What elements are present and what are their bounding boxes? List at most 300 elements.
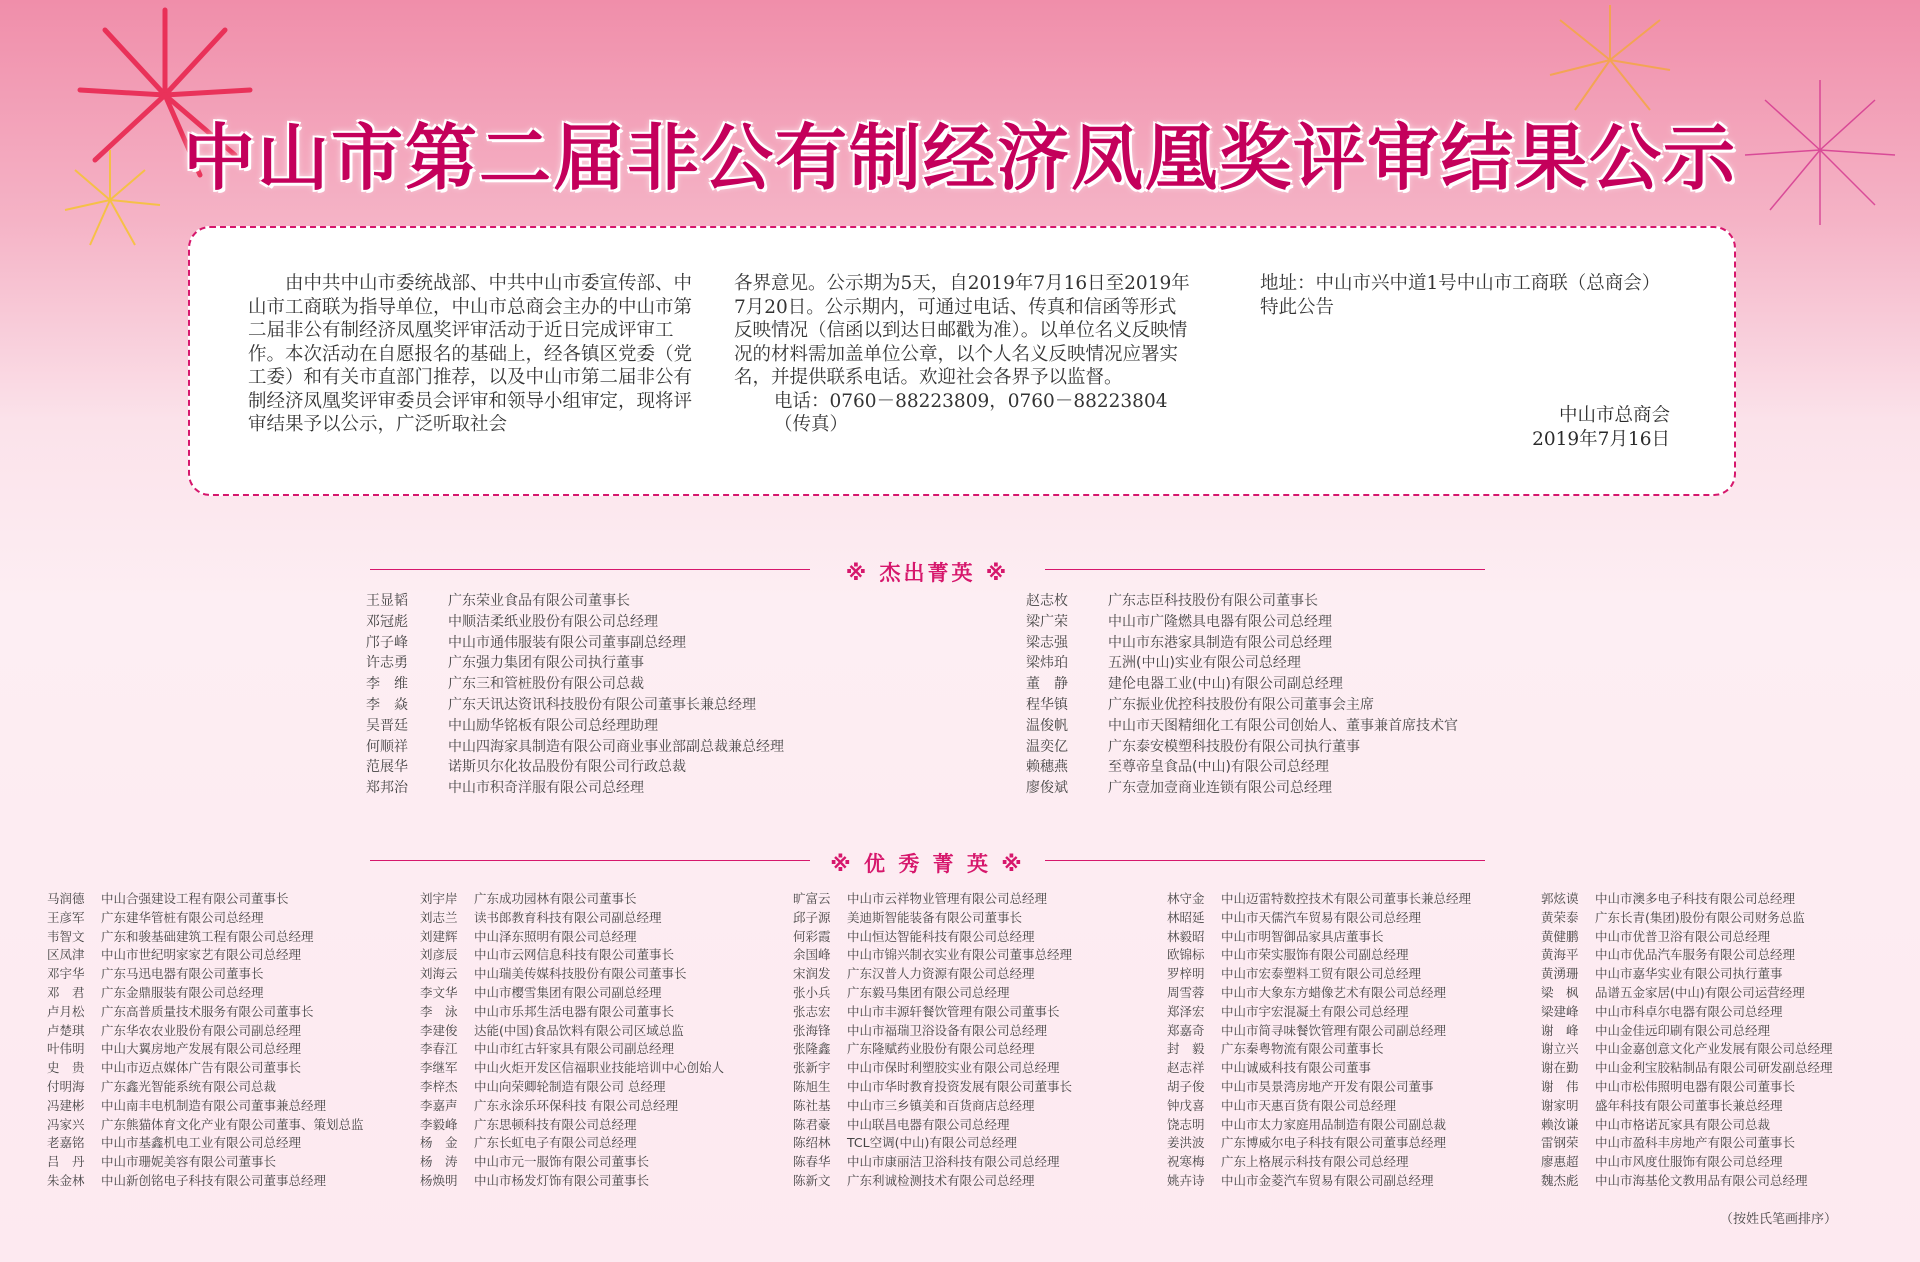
person-name: 李 焱 bbox=[366, 696, 408, 713]
person-position: 广东强力集团有限公司执行董事 bbox=[448, 655, 644, 672]
person-name: 陈新文 bbox=[793, 1172, 831, 1188]
person-position: 中山市格诺瓦家具有限公司总裁 bbox=[1595, 1116, 1771, 1132]
list-item bbox=[793, 1097, 1163, 1116]
list-item bbox=[1167, 1040, 1537, 1059]
list-item bbox=[1167, 946, 1537, 965]
person-name: 魏杰彪 bbox=[1541, 1172, 1579, 1188]
list-item bbox=[1026, 695, 1626, 716]
person-position: 广东毅马集团有限公司总经理 bbox=[847, 984, 1010, 1000]
signature-block bbox=[1532, 404, 1670, 451]
person-position: 广东隆赋药业股份有限公司总经理 bbox=[847, 1041, 1035, 1057]
person-position: 中山市乐邦生活电器有限公司董事长 bbox=[474, 1003, 675, 1019]
person-name: 张志宏 bbox=[793, 1003, 831, 1019]
list-item bbox=[420, 1040, 790, 1059]
person-name: 张海锋 bbox=[793, 1022, 831, 1038]
person-name: 邓冠彪 bbox=[366, 613, 408, 630]
list-item bbox=[47, 1040, 417, 1059]
person-name: 余国峰 bbox=[793, 947, 831, 963]
list-item bbox=[1541, 1078, 1911, 1097]
person-position: 中山市宏泰塑料工贸有限公司总经理 bbox=[1221, 966, 1422, 982]
person-name: 李春江 bbox=[420, 1041, 458, 1057]
person-position: 广东高普质量技术服务有限公司董事长 bbox=[101, 1003, 314, 1019]
person-name: 郑嘉奇 bbox=[1167, 1022, 1205, 1038]
person-position: 美迪斯智能装备有限公司董事长 bbox=[847, 909, 1023, 925]
person-name: 林守金 bbox=[1167, 891, 1205, 906]
person-name: 李 维 bbox=[366, 676, 408, 693]
list-item bbox=[47, 909, 417, 928]
person-position: 中山市科卓尔电器有限公司总经理 bbox=[1595, 1003, 1783, 1019]
person-position: 达能(中国)食品饮料有限公司区域总监 bbox=[474, 1022, 684, 1038]
person-position: 中山市金菱汽车贸易有限公司副总经理 bbox=[1221, 1172, 1434, 1188]
list-item bbox=[1167, 1097, 1537, 1116]
person-position: 中山励华铭板有限公司总经理助理 bbox=[448, 717, 658, 734]
list-item bbox=[1541, 909, 1911, 928]
person-position: 广东利诚检测技术有限公司总经理 bbox=[847, 1172, 1035, 1188]
person-name: 杨 涛 bbox=[420, 1154, 458, 1170]
person-name: 冯建彬 bbox=[47, 1097, 85, 1113]
list-item bbox=[47, 1153, 417, 1172]
section-heading-outstanding bbox=[370, 557, 1485, 583]
person-position: 品谱五金家居(中山)有限公司运营经理 bbox=[1595, 984, 1805, 1000]
person-name: 梁建峰 bbox=[1541, 1003, 1579, 1019]
list-item bbox=[366, 778, 1006, 799]
person-position: 建伦电器工业(中山)有限公司副总经理 bbox=[1108, 676, 1343, 693]
person-position: 中山市优普卫浴有限公司总经理 bbox=[1595, 928, 1771, 944]
list-item bbox=[366, 612, 1006, 633]
person-position: 广东马迅电器有限公司董事长 bbox=[101, 966, 264, 982]
person-name: 杨 金 bbox=[420, 1135, 458, 1151]
list-item bbox=[1167, 1116, 1537, 1135]
person-name: 林毅昭 bbox=[1167, 928, 1205, 944]
list-item bbox=[420, 909, 790, 928]
person-position: 中山合强建设工程有限公司董事长 bbox=[101, 891, 289, 906]
list-item bbox=[1541, 1022, 1911, 1041]
person-name: 黄海平 bbox=[1541, 947, 1579, 963]
person-name: 黄健鹏 bbox=[1541, 928, 1579, 944]
list-item bbox=[420, 1116, 790, 1135]
list-item bbox=[1026, 716, 1626, 737]
person-position: 中山火炬开发区信福职业技能培训中心创始人 bbox=[474, 1060, 725, 1076]
person-position: 中山市三乡镇美和百货商店总经理 bbox=[847, 1097, 1035, 1113]
list-item bbox=[47, 1003, 417, 1022]
person-position: 广东上格展示科技有限公司总经理 bbox=[1221, 1154, 1409, 1170]
person-position: 中山市昊景湾房地产开发有限公司董事 bbox=[1221, 1078, 1434, 1094]
person-position: 广东建华管桩有限公司总经理 bbox=[101, 909, 264, 925]
person-position: 中山市华时教育投资发展有限公司董事长 bbox=[847, 1078, 1073, 1094]
person-position: 中山市云网信息科技有限公司董事长 bbox=[474, 947, 675, 963]
list-item bbox=[1541, 1172, 1911, 1191]
list-item bbox=[1541, 965, 1911, 984]
person-position: 至尊帝皇食品(中山)有限公司总经理 bbox=[1108, 759, 1329, 776]
list-item bbox=[793, 946, 1163, 965]
person-name: 董 静 bbox=[1026, 676, 1068, 693]
list-item bbox=[420, 1059, 790, 1078]
person-name: 陈君豪 bbox=[793, 1116, 831, 1132]
person-name: 范展华 bbox=[366, 759, 408, 776]
list-item bbox=[1541, 1097, 1911, 1116]
person-position: 中山瑞美传媒科技股份有限公司董事长 bbox=[474, 966, 687, 982]
list-item bbox=[1167, 909, 1537, 928]
person-name: 姜洪波 bbox=[1167, 1135, 1205, 1151]
person-name: 罗梓明 bbox=[1167, 966, 1205, 982]
list-item bbox=[420, 1134, 790, 1153]
list-item bbox=[47, 984, 417, 1003]
person-name: 何彩霞 bbox=[793, 928, 831, 944]
person-name: 刘彦辰 bbox=[420, 947, 458, 963]
list-item bbox=[1026, 757, 1626, 778]
excellent-list-column-1 bbox=[47, 890, 417, 1191]
person-name: 郑邦治 bbox=[366, 780, 408, 797]
person-name: 林昭延 bbox=[1167, 909, 1205, 925]
notice-column-3 bbox=[1260, 272, 1680, 319]
list-item bbox=[1026, 674, 1626, 695]
person-position: 广东金鼎服装有限公司总经理 bbox=[101, 984, 264, 1000]
person-position: 广东鑫光智能系统有限公司总裁 bbox=[101, 1078, 277, 1094]
person-name: 王显韬 bbox=[366, 593, 408, 609]
list-item bbox=[420, 1022, 790, 1041]
person-name: 李嘉声 bbox=[420, 1097, 458, 1113]
person-name: 卢月松 bbox=[47, 1003, 85, 1019]
notice-box bbox=[188, 226, 1736, 496]
person-name: 祝寒梅 bbox=[1167, 1154, 1205, 1170]
person-position: 中山泽东照明有限公司总经理 bbox=[474, 928, 637, 944]
person-position: 广东壹加壹商业连锁有限公司总经理 bbox=[1108, 780, 1332, 797]
list-item bbox=[420, 1097, 790, 1116]
person-name: 陈春华 bbox=[793, 1154, 831, 1170]
person-position: 中山联昌电器有限公司总经理 bbox=[847, 1116, 1010, 1132]
person-name: 宋润发 bbox=[793, 966, 831, 982]
person-position: 中山市大象东方蜡像艺术有限公司总经理 bbox=[1221, 984, 1447, 1000]
person-name: 谢立兴 bbox=[1541, 1041, 1579, 1057]
list-item bbox=[1026, 612, 1626, 633]
person-position: 中山市优品汽车服务有限公司总经理 bbox=[1595, 947, 1796, 963]
list-item bbox=[47, 1172, 417, 1191]
list-item bbox=[1167, 1078, 1537, 1097]
list-item bbox=[793, 1059, 1163, 1078]
list-item bbox=[420, 890, 790, 909]
list-item bbox=[1541, 1153, 1911, 1172]
person-name: 朱金林 bbox=[47, 1172, 85, 1188]
list-item bbox=[366, 737, 1006, 758]
list-item bbox=[1167, 984, 1537, 1003]
person-name: 张新宇 bbox=[793, 1060, 831, 1076]
list-item bbox=[1167, 1059, 1537, 1078]
list-item bbox=[47, 1116, 417, 1135]
list-item bbox=[47, 890, 417, 909]
person-position: 中山南丰电机制造有限公司董事兼总经理 bbox=[101, 1097, 327, 1113]
list-item bbox=[793, 909, 1163, 928]
person-position: 广东永涂乐环保科技 有限公司总经理 bbox=[474, 1097, 678, 1113]
excellent-list-column-5 bbox=[1541, 890, 1911, 1191]
person-name: 杨焕明 bbox=[420, 1172, 458, 1188]
person-name: 付明海 bbox=[47, 1078, 85, 1094]
list-item bbox=[1026, 633, 1626, 654]
list-item bbox=[793, 1078, 1163, 1097]
person-name: 吕 丹 bbox=[47, 1154, 85, 1170]
list-item bbox=[793, 984, 1163, 1003]
list-item bbox=[1167, 1134, 1537, 1153]
person-name: 陈旭生 bbox=[793, 1078, 831, 1094]
section-title: ※ 杰出菁英 ※ bbox=[845, 561, 1010, 585]
person-position: 读书郎教育科技有限公司副总经理 bbox=[474, 909, 662, 925]
person-name: 李建俊 bbox=[420, 1022, 458, 1038]
person-name: 老嘉铭 bbox=[47, 1135, 85, 1151]
person-position: 中山诚威科技有限公司董事 bbox=[1221, 1060, 1372, 1076]
notice-text-part-1: 由中共中山市委统战部、中共中山市委宣传部、中山市工商联为指导单位，中山市总商会主办的中山市第二届非公有制经济凤凰奖评审活动于近日完成评审工作。本次活动在自愿报名的基础上，经各镇区党委（党工委）和有关市直部门推荐，以及中山市第二届非公有制经济凤凰奖评审委员会评审和领导小组审定，现将评审结果予以公示，广泛听取社会 bbox=[248, 273, 693, 435]
person-position: 中山市康丽洁卫浴科技有限公司总经理 bbox=[847, 1154, 1060, 1170]
person-position: 中山市宇宏混凝土有限公司总经理 bbox=[1221, 1003, 1409, 1019]
list-item bbox=[1026, 591, 1626, 612]
person-name: 赵志枚 bbox=[1026, 593, 1068, 609]
outstanding-list-left bbox=[366, 591, 1006, 799]
list-item bbox=[1541, 1003, 1911, 1022]
person-position: 中山市天儒汽车贸易有限公司总经理 bbox=[1221, 909, 1422, 925]
list-item bbox=[1541, 1040, 1911, 1059]
person-name: 谢 伟 bbox=[1541, 1078, 1579, 1094]
person-name: 叶伟明 bbox=[47, 1041, 85, 1057]
person-name: 黄湧珊 bbox=[1541, 966, 1579, 982]
list-item bbox=[1167, 1153, 1537, 1172]
person-position: 中山市太力家庭用品制造有限公司副总裁 bbox=[1221, 1116, 1447, 1132]
list-item bbox=[793, 1003, 1163, 1022]
person-name: 李 泳 bbox=[420, 1003, 458, 1019]
person-position: 中山市锦兴制衣实业有限公司董事总经理 bbox=[847, 947, 1073, 963]
person-position: 中山市保时利塑胶实业有限公司总经理 bbox=[847, 1060, 1060, 1076]
person-name: 饶志明 bbox=[1167, 1116, 1205, 1132]
list-item bbox=[366, 591, 1006, 612]
list-item bbox=[420, 928, 790, 947]
person-name: 梁炜珀 bbox=[1026, 655, 1068, 672]
list-item bbox=[366, 674, 1006, 695]
list-item bbox=[420, 1003, 790, 1022]
list-item bbox=[420, 946, 790, 965]
person-name: 郑泽宏 bbox=[1167, 1003, 1205, 1019]
person-name: 程华镇 bbox=[1026, 696, 1068, 713]
person-name: 邓 君 bbox=[47, 984, 85, 1000]
person-position: 中山市丰源轩餐饮管理有限公司董事长 bbox=[847, 1003, 1060, 1019]
list-item bbox=[420, 1078, 790, 1097]
person-position: 广东天讯达资讯科技股份有限公司董事长兼总经理 bbox=[448, 696, 756, 713]
list-item bbox=[1541, 1116, 1911, 1135]
person-name: 郭炫谟 bbox=[1541, 891, 1579, 906]
person-position: 广东秦粤物流有限公司董事长 bbox=[1221, 1041, 1384, 1057]
person-name: 张小兵 bbox=[793, 984, 831, 1000]
list-item bbox=[47, 928, 417, 947]
person-name: 区凤津 bbox=[47, 947, 85, 963]
list-item bbox=[793, 1116, 1163, 1135]
person-position: 中山市广隆燃具电器有限公司总经理 bbox=[1108, 613, 1332, 630]
person-position: 中山市澳多电子科技有限公司总经理 bbox=[1595, 891, 1796, 906]
person-name: 赵志祥 bbox=[1167, 1060, 1205, 1076]
person-name: 谢家明 bbox=[1541, 1097, 1579, 1113]
person-name: 欧锦标 bbox=[1167, 947, 1205, 963]
list-item bbox=[1026, 778, 1626, 799]
excellent-list-column-3 bbox=[793, 890, 1163, 1191]
person-name: 谢在勤 bbox=[1541, 1060, 1579, 1076]
person-position: 中山市简寻味餐饮管理有限公司副总经理 bbox=[1221, 1022, 1447, 1038]
list-item bbox=[1167, 965, 1537, 984]
person-position: 中山市杨发灯饰有限公司董事长 bbox=[474, 1172, 650, 1188]
person-name: 周雪蓉 bbox=[1167, 984, 1205, 1000]
list-item bbox=[1541, 928, 1911, 947]
person-position: 广东振业优控科技股份有限公司董事会主席 bbox=[1108, 696, 1374, 713]
person-position: 中山大翼房地产发展有限公司总经理 bbox=[101, 1041, 302, 1057]
person-name: 旷富云 bbox=[793, 891, 831, 906]
person-name: 温奕亿 bbox=[1026, 738, 1068, 755]
person-name: 胡子俊 bbox=[1167, 1078, 1205, 1094]
person-position: 中山向荣卿轮制造有限公司 总经理 bbox=[474, 1078, 666, 1094]
person-name: 邱子源 bbox=[793, 909, 831, 925]
list-item bbox=[793, 928, 1163, 947]
person-name: 李继军 bbox=[420, 1060, 458, 1076]
list-item bbox=[47, 1134, 417, 1153]
list-item bbox=[1167, 890, 1537, 909]
list-item bbox=[366, 757, 1006, 778]
person-position: 广东成功园林有限公司董事长 bbox=[474, 891, 637, 906]
list-item bbox=[793, 890, 1163, 909]
person-name: 封 毅 bbox=[1167, 1041, 1205, 1057]
list-item bbox=[420, 1172, 790, 1191]
list-item bbox=[47, 1059, 417, 1078]
person-position: 广东三和管桩股份有限公司总裁 bbox=[448, 676, 644, 693]
list-item bbox=[366, 653, 1006, 674]
list-item bbox=[1541, 890, 1911, 909]
list-item bbox=[366, 695, 1006, 716]
list-item bbox=[366, 633, 1006, 654]
person-name: 邓宇华 bbox=[47, 966, 85, 982]
person-name: 刘建辉 bbox=[420, 928, 458, 944]
person-name: 史 贵 bbox=[47, 1060, 85, 1076]
list-item bbox=[47, 1097, 417, 1116]
list-item bbox=[420, 984, 790, 1003]
person-position: TCL空调(中山)有限公司总经理 bbox=[847, 1135, 1017, 1151]
list-item bbox=[1541, 1059, 1911, 1078]
list-item bbox=[793, 1172, 1163, 1191]
person-name: 陈绍林 bbox=[793, 1135, 831, 1151]
person-name: 陈社基 bbox=[793, 1097, 831, 1113]
person-name: 温俊帆 bbox=[1026, 717, 1068, 734]
list-item bbox=[47, 1078, 417, 1097]
list-item bbox=[1167, 1022, 1537, 1041]
person-position: 广东汉普人力资源有限公司总经理 bbox=[847, 966, 1035, 982]
person-position: 中山市盈科丰房地产有限公司董事长 bbox=[1595, 1135, 1796, 1151]
person-position: 广东泰安模塑科技股份有限公司执行董事 bbox=[1108, 738, 1360, 755]
person-position: 中山市明智御品家具店董事长 bbox=[1221, 928, 1384, 944]
person-name: 卢楚琪 bbox=[47, 1022, 85, 1038]
list-item bbox=[1541, 946, 1911, 965]
list-item bbox=[1167, 1172, 1537, 1191]
issuing-org: 中山市总商会 bbox=[1558, 405, 1670, 426]
person-position: 中山市樱雪集团有限公司副总经理 bbox=[474, 984, 662, 1000]
person-name: 李梓杰 bbox=[420, 1078, 458, 1094]
notice-column-1 bbox=[248, 272, 698, 437]
person-position: 广东和骏基础建筑工程有限公司总经理 bbox=[101, 928, 314, 944]
person-position: 中山恒达智能科技有限公司总经理 bbox=[847, 928, 1035, 944]
person-name: 刘宇岸 bbox=[420, 891, 458, 906]
person-name: 廖俊斌 bbox=[1026, 780, 1068, 797]
person-position: 中山金利宝胶粘制品有限公司研发副总经理 bbox=[1595, 1060, 1833, 1076]
contact-phone: 电话：0760－88223809，0760－88223804（传真） bbox=[774, 390, 1168, 435]
sort-note: （按姓氏笔画排序） bbox=[1720, 1212, 1838, 1227]
person-position: 盛年科技有限公司董事长兼总经理 bbox=[1595, 1097, 1783, 1113]
person-position: 五洲(中山)实业有限公司总经理 bbox=[1108, 655, 1301, 672]
list-item bbox=[1026, 737, 1626, 758]
person-position: 中山新创铭电子科技有限公司董事总经理 bbox=[101, 1172, 327, 1188]
list-item bbox=[793, 1153, 1163, 1172]
closing-text: 特此公告 bbox=[1260, 296, 1335, 318]
person-position: 中山市通伟服装有限公司董事副总经理 bbox=[448, 634, 686, 651]
person-name: 吴晋廷 bbox=[366, 717, 408, 734]
person-position: 中山市海基伦文教用品有限公司总经理 bbox=[1595, 1172, 1808, 1188]
person-position: 中山市天图精细化工有限公司创始人、董事兼首席技术官 bbox=[1108, 717, 1458, 734]
excellent-list-column-2 bbox=[420, 890, 790, 1191]
person-name: 梁广荣 bbox=[1026, 613, 1068, 630]
list-item bbox=[1026, 653, 1626, 674]
person-position: 广东志臣科技股份有限公司董事长 bbox=[1108, 593, 1318, 609]
list-item bbox=[1541, 984, 1911, 1003]
person-position: 中山市东港家具制造有限公司总经理 bbox=[1108, 634, 1332, 651]
person-position: 中山金佳远印刷有限公司总经理 bbox=[1595, 1022, 1771, 1038]
list-item bbox=[366, 716, 1006, 737]
person-name: 刘志兰 bbox=[420, 909, 458, 925]
person-name: 王彦军 bbox=[47, 909, 85, 925]
person-position: 中山市世纪明家家艺有限公司总经理 bbox=[101, 947, 302, 963]
person-name: 廖惠超 bbox=[1541, 1154, 1579, 1170]
person-position: 中山市迈点媒体广告有限公司董事长 bbox=[101, 1060, 302, 1076]
person-name: 赖汝谦 bbox=[1541, 1116, 1579, 1132]
person-position: 中山市嘉华实业有限公司执行董事 bbox=[1595, 966, 1783, 982]
person-position: 中山市元一服饰有限公司董事长 bbox=[474, 1154, 650, 1170]
list-item bbox=[793, 1134, 1163, 1153]
person-name: 雷钢荣 bbox=[1541, 1135, 1579, 1151]
person-name: 冯家兴 bbox=[47, 1116, 85, 1132]
person-name: 钟戊喜 bbox=[1167, 1097, 1205, 1113]
section-heading-excellent bbox=[370, 848, 1485, 874]
person-name: 黄荣泰 bbox=[1541, 909, 1579, 925]
person-position: 中顺洁柔纸业股份有限公司总经理 bbox=[448, 613, 658, 630]
person-name: 邝子峰 bbox=[366, 634, 408, 651]
list-item bbox=[1167, 1003, 1537, 1022]
list-item bbox=[793, 1040, 1163, 1059]
person-position: 中山市福瑞卫浴设备有限公司总经理 bbox=[847, 1022, 1048, 1038]
person-name: 张隆鑫 bbox=[793, 1041, 831, 1057]
notice-column-2 bbox=[734, 272, 1194, 437]
contact-address: 地址：中山市兴中道1号中山市工商联（总商会） bbox=[1260, 273, 1661, 294]
list-item bbox=[47, 946, 417, 965]
list-item bbox=[1541, 1134, 1911, 1153]
person-name: 韦智文 bbox=[47, 928, 85, 944]
person-name: 赖穗燕 bbox=[1026, 759, 1068, 776]
person-position: 广东长虹电子有限公司总经理 bbox=[474, 1135, 637, 1151]
person-position: 广东思顿科技有限公司总经理 bbox=[474, 1116, 637, 1132]
page-title: 中山市第二届非公有制经济凤凰奖评审结果公示 bbox=[182, 115, 1737, 200]
person-name: 刘海云 bbox=[420, 966, 458, 982]
person-name: 李毅峰 bbox=[420, 1116, 458, 1132]
person-position: 中山市基鑫机电工业有限公司总经理 bbox=[101, 1135, 302, 1151]
person-position: 中山市荣实服饰有限公司副总经理 bbox=[1221, 947, 1409, 963]
person-position: 中山四海家具制造有限公司商业事业部副总裁兼总经理 bbox=[448, 738, 784, 755]
person-position: 广东长青(集团)股份有限公司财务总监 bbox=[1595, 909, 1805, 925]
issue-date: 2019年7月16日 bbox=[1532, 428, 1670, 450]
list-item bbox=[793, 1022, 1163, 1041]
person-name: 马润德 bbox=[47, 891, 85, 906]
list-item bbox=[47, 965, 417, 984]
person-position: 中山迈雷特数控技术有限公司董事长兼总经理 bbox=[1221, 891, 1472, 906]
person-position: 广东博威尔电子科技有限公司董事总经理 bbox=[1221, 1135, 1447, 1151]
person-name: 何顺祥 bbox=[366, 738, 408, 755]
outstanding-list-right bbox=[1026, 591, 1626, 799]
person-name: 许志勇 bbox=[366, 655, 408, 672]
